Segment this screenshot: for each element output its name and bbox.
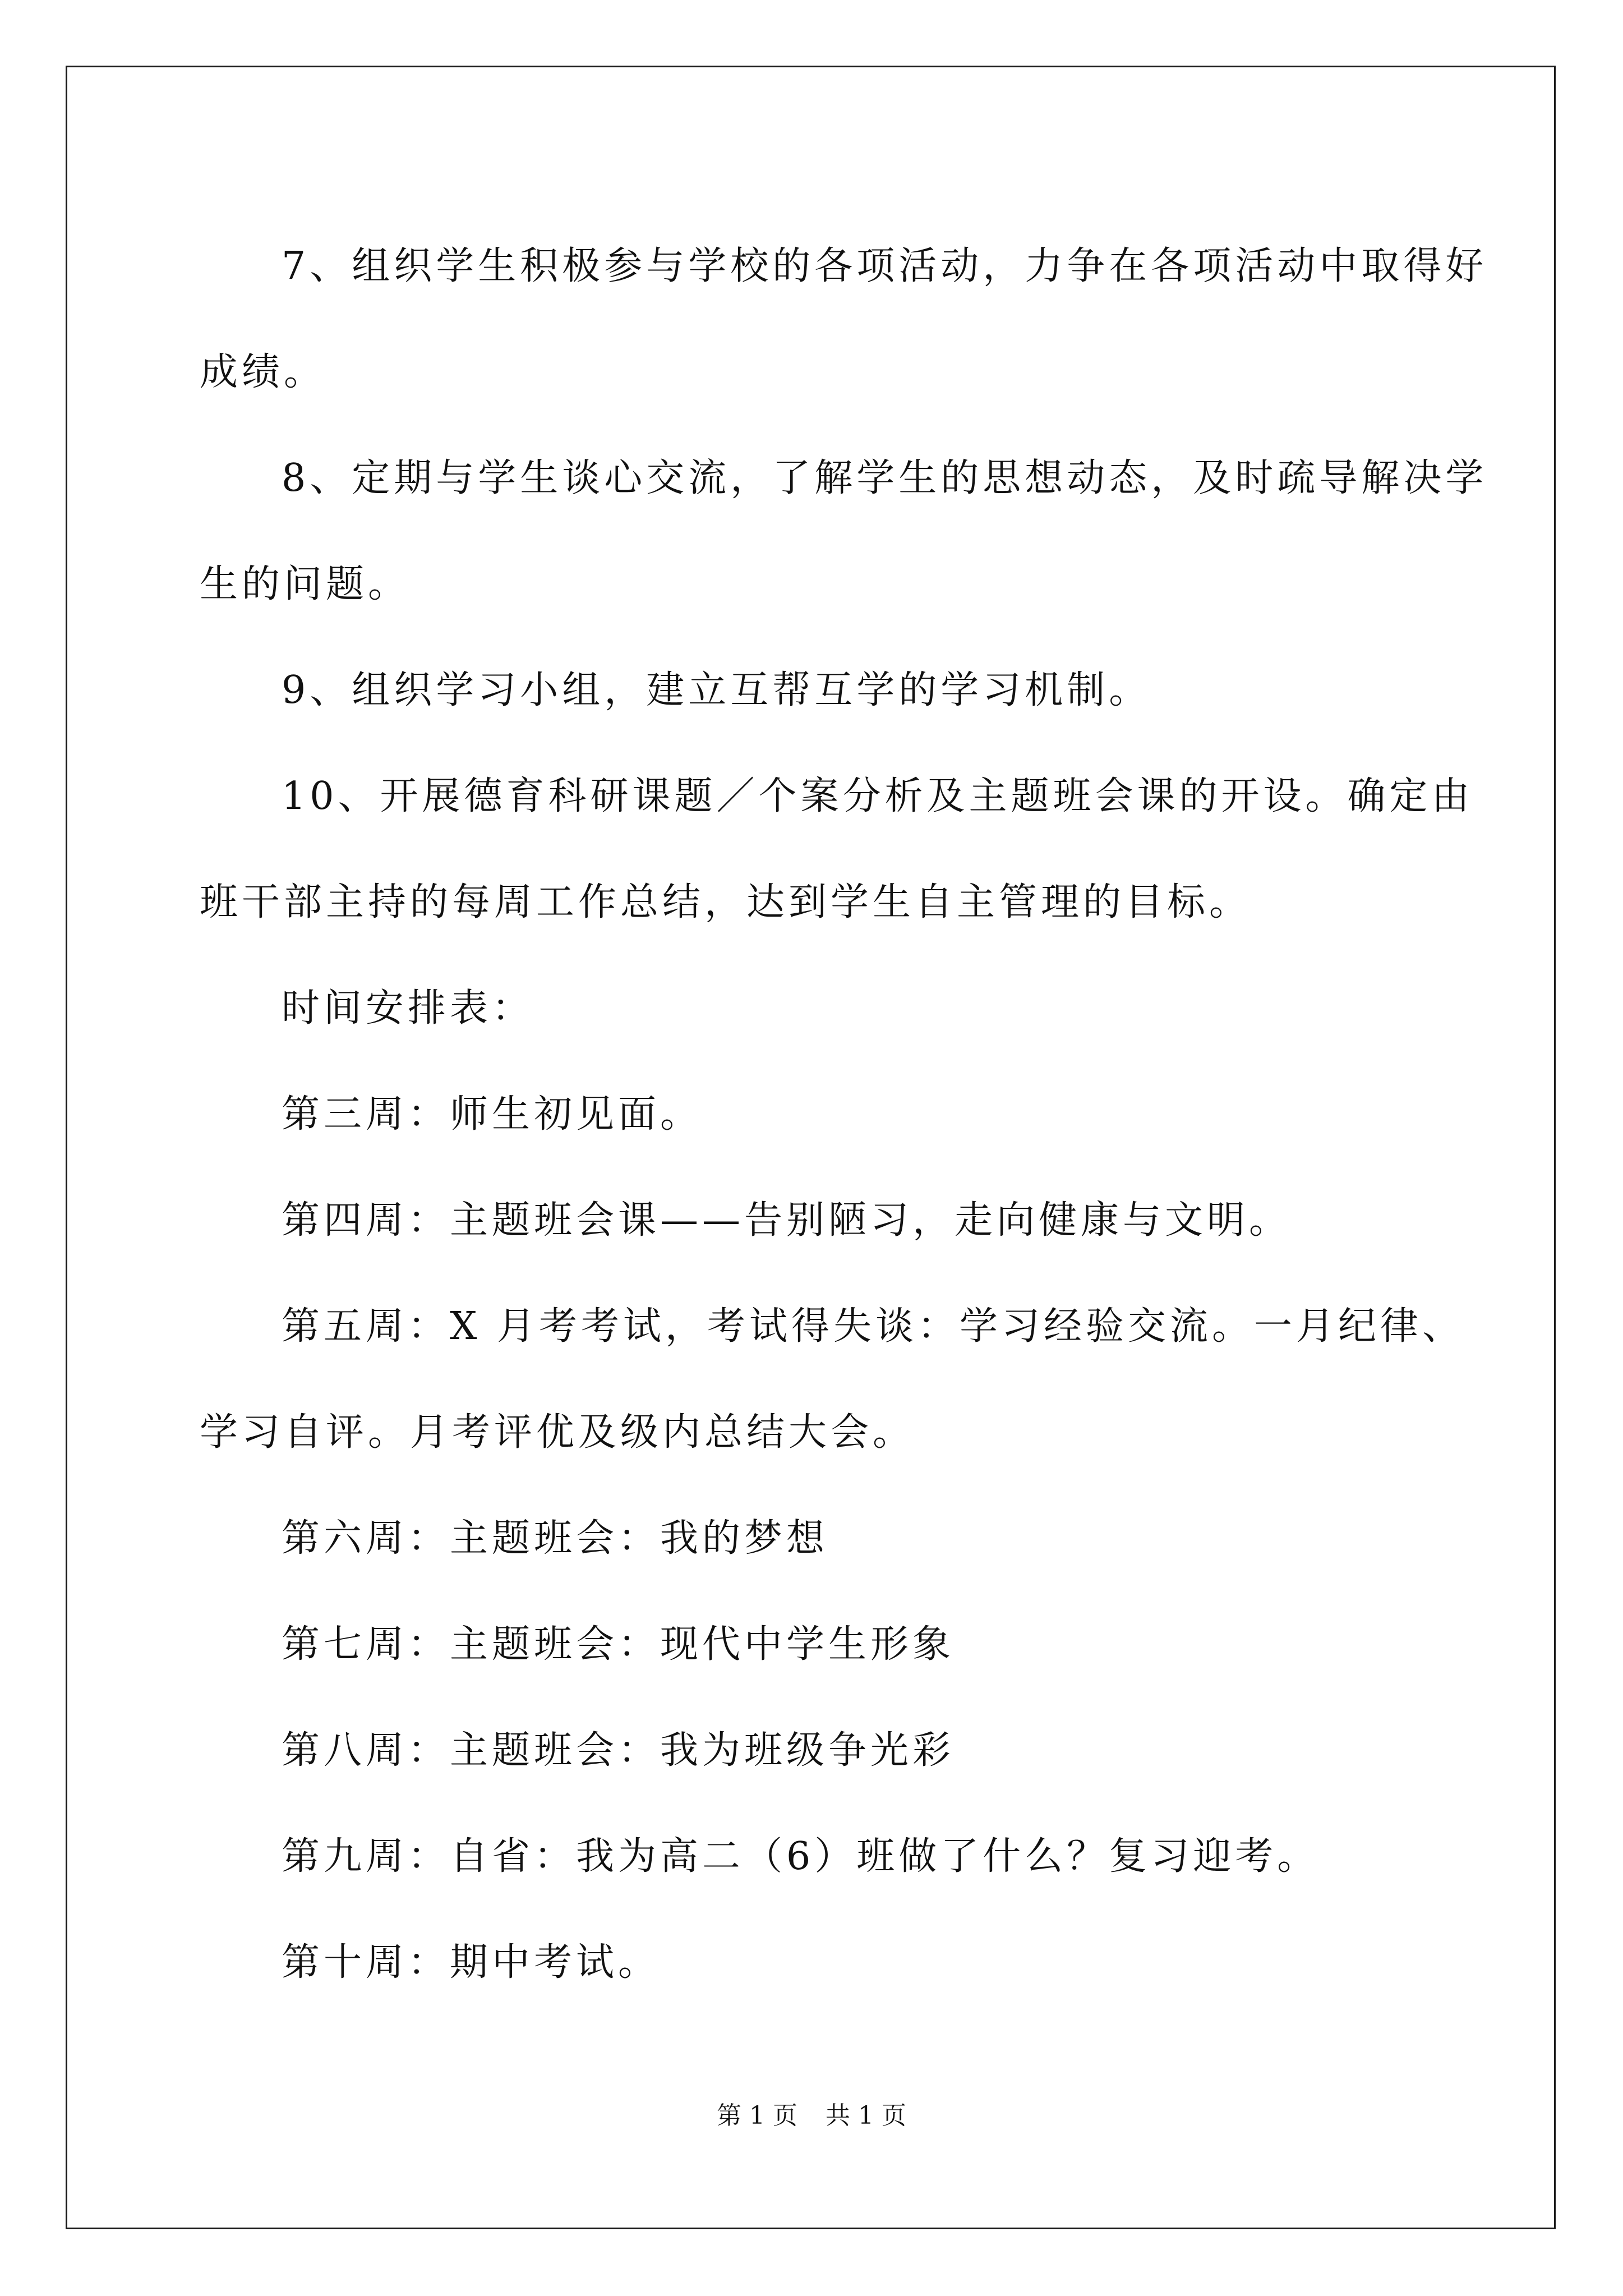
paragraph-item-8: 8、定期与学生谈心交流，了解学生的思想动态，及时疏导解决学 xyxy=(282,456,1488,500)
paragraph-item-10-continuation: 班干部主持的每周工作总结，达到学生自主管理的目标。 xyxy=(200,880,1252,924)
page-footer xyxy=(0,2095,1623,2131)
schedule-week-9: 第九周：自省：我为高二（6）班做了什么？复习迎考。 xyxy=(282,1834,1320,1879)
schedule-heading: 时间安排表： xyxy=(282,986,534,1030)
page-total: 共 1 页 xyxy=(826,2101,906,2130)
schedule-week-8: 第八周：主题班会：我为班级争光彩 xyxy=(282,1728,955,1773)
paragraph-item-9: 9、组织学习小组，建立互帮互学的学习机制。 xyxy=(282,668,1151,712)
document-body xyxy=(200,213,1488,2016)
paragraph-item-7: 7、组织学生积极参与学校的各项活动，力争在各项活动中取得好 xyxy=(282,244,1488,288)
paragraph-item-10: 10、开展德育科研课题／个案分析及主题班会课的开设。确定由 xyxy=(282,774,1474,818)
schedule-week-6: 第六周：主题班会：我的梦想 xyxy=(282,1516,829,1561)
schedule-week-5: 第五周：X 月考考试，考试得失谈：学习经验交流。一月纪律、 xyxy=(282,1304,1465,1349)
schedule-week-7: 第七周：主题班会：现代中学生形象 xyxy=(282,1622,955,1667)
page-number: 第 1 页 xyxy=(717,2101,797,2130)
schedule-week-4: 第四周：主题班会课——告别陋习，走向健康与文明。 xyxy=(282,1198,1292,1243)
schedule-week-5-continuation: 学习自评。月考评优及级内总结大会。 xyxy=(200,1410,915,1455)
paragraph-item-8-continuation: 生的问题。 xyxy=(200,562,411,606)
paragraph-item-7-continuation: 成绩。 xyxy=(200,350,326,394)
schedule-week-10: 第十周：期中考试。 xyxy=(282,1940,661,1985)
schedule-week-3: 第三周：师生初见面。 xyxy=(282,1092,703,1137)
